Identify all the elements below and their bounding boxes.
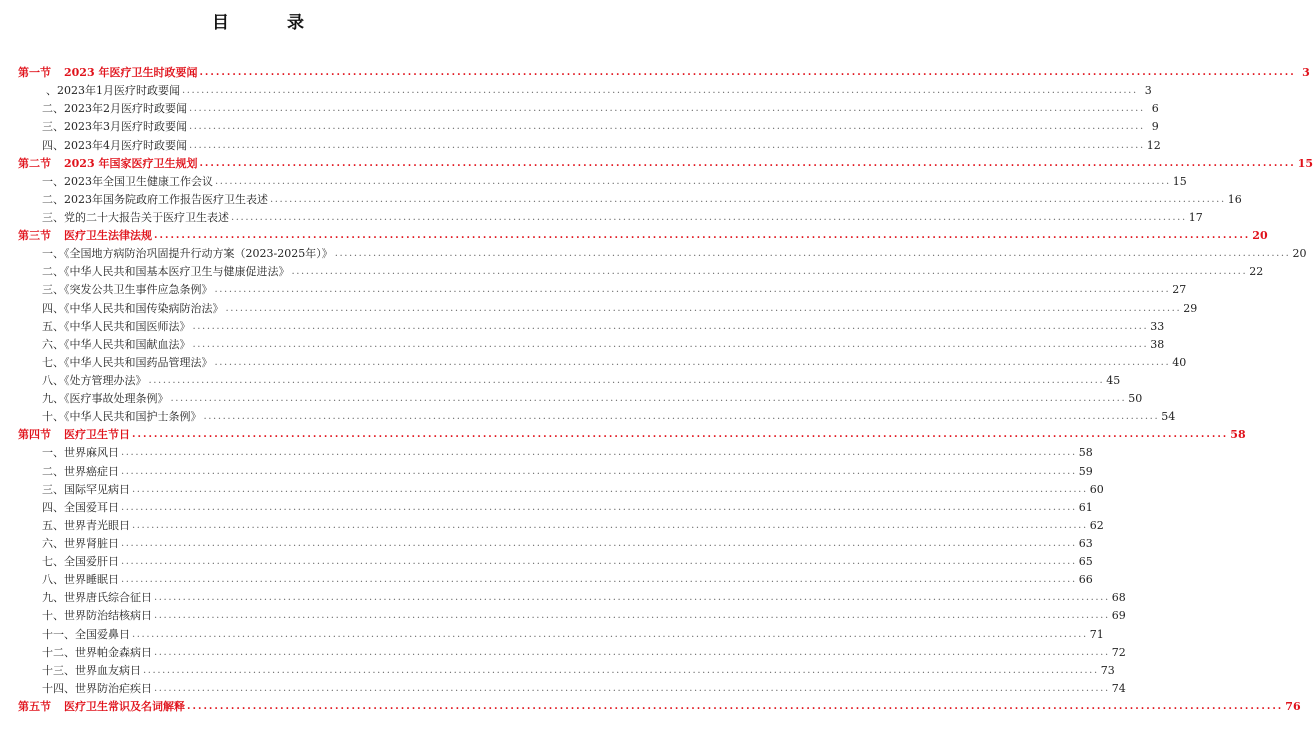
dot-leader: ........................................................................................................................................................................................................ (132, 628, 1088, 640)
section-number: 第二节 (18, 156, 51, 170)
dot-leader: ........................................................................................................................................................................................................ (334, 248, 1291, 260)
dot-leader: ........................................................................................................................................................................................................ (121, 501, 1077, 513)
entry-title: 十三、世界血友病日 (42, 663, 141, 677)
page-number: 15 (1172, 174, 1187, 188)
toc-entry-label (18, 607, 152, 625)
page-number: 58 (1230, 428, 1246, 442)
dot-leader: ........................................................................................................................................................................................................ (187, 700, 1284, 712)
toc-entry-row[interactable] (18, 372, 1121, 390)
page-number: 15 (1297, 156, 1313, 170)
dot-leader: ........................................................................................................................................................................................................ (203, 411, 1160, 423)
page-number: 20 (1292, 247, 1307, 261)
section-number: 第三节 (18, 229, 51, 243)
page-number: 74 (1111, 681, 1126, 695)
page-number: 69 (1111, 609, 1126, 623)
toc-entry-label (18, 571, 119, 589)
entry-title: 一、世界麻风日 (42, 446, 119, 460)
toc-entry-label (18, 82, 180, 100)
toc-entry-label (18, 372, 147, 390)
entry-title: 十一、全国爱鼻日 (42, 627, 130, 641)
toc-entry-label (18, 137, 187, 155)
entry-title: 二、2023年国务院政府工作报告医疗卫生表述 (42, 192, 268, 206)
dot-leader: ........................................................................................................................................................................................................ (154, 230, 1251, 242)
toc-entry-label (18, 100, 187, 118)
toc-entry-label (18, 499, 119, 517)
dot-leader: ........................................................................................................................................................................................................ (231, 211, 1187, 223)
toc-entry-label (18, 354, 213, 372)
section-number: 第五节 (18, 699, 51, 713)
entry-title: 二、2023年2月医疗时政要闻 (42, 102, 187, 116)
toc-entry-label (18, 245, 333, 263)
toc-entry-row[interactable] (18, 571, 1093, 589)
entry-title: 十、《中华人民共和国护士条例》 (42, 410, 202, 424)
toc-entry-row[interactable] (18, 499, 1093, 517)
entry-title: 三、党的二十大报告关于医疗卫生表述 (42, 210, 229, 224)
dot-leader: ........................................................................................................................................................................................................ (121, 447, 1077, 459)
entry-title: 十二、世界帕金森病日 (42, 645, 152, 659)
entry-title: 六、《中华人民共和国献血法》 (42, 337, 191, 351)
entry-title: 七、《中华人民共和国药品管理法》 (42, 355, 213, 369)
toc-entry-label (18, 209, 229, 227)
entry-title: 、2023年1月医疗时政要闻 (46, 84, 180, 98)
toc-entry-label (18, 517, 130, 535)
entry-title: 一、《全国地方病防治巩固提升行动方案（2023-2025年）》 (42, 247, 333, 261)
toc-entry-row[interactable] (18, 535, 1093, 553)
toc-entry-label (18, 318, 191, 336)
dot-leader: ........................................................................................................................................................................................................ (189, 139, 1145, 151)
dot-leader: ........................................................................................................................................................................................................ (132, 429, 1229, 441)
toc-entry-label (18, 191, 268, 209)
entry-title: 六、世界肾脏日 (42, 536, 119, 550)
entry-title: 四、2023年4月医疗时政要闻 (42, 138, 187, 152)
section-number: 第一节 (18, 66, 51, 80)
dot-leader: ........................................................................................................................................................................................................ (182, 85, 1138, 97)
toc-entry-label (18, 173, 213, 191)
dot-leader: ........................................................................................................................................................................................................ (199, 157, 1296, 169)
dot-leader: ........................................................................................................................................................................................................ (121, 537, 1077, 549)
toc-entry-row[interactable] (18, 82, 1152, 100)
toc-entry-row[interactable] (18, 444, 1093, 462)
page-number: 61 (1078, 500, 1093, 514)
dot-leader: ........................................................................................................................................................................................................ (132, 483, 1088, 495)
dot-leader: ........................................................................................................................................................................................................ (132, 519, 1088, 531)
dot-leader: ........................................................................................................................................................................................................ (215, 175, 1171, 187)
dot-leader: ........................................................................................................................................................................................................ (189, 103, 1145, 115)
page-number: 38 (1150, 337, 1165, 351)
toc-entry-row[interactable] (18, 553, 1093, 571)
page-number: 40 (1172, 355, 1187, 369)
toc-entry-label (18, 662, 141, 680)
page-number: 71 (1089, 627, 1104, 641)
page-number: 66 (1078, 573, 1093, 587)
toc-entry-row[interactable] (18, 263, 1264, 281)
toc-entry-label (18, 227, 152, 245)
page-number: 17 (1188, 210, 1203, 224)
toc-entry-label (18, 463, 119, 481)
page-number: 63 (1078, 536, 1093, 550)
entry-title: 一、2023年全国卫生健康工作会议 (42, 174, 213, 188)
toc-entry-row[interactable] (18, 462, 1093, 480)
dot-leader: ........................................................................................................................................................................................................ (270, 193, 1226, 205)
page-number: 58 (1078, 446, 1093, 460)
toc-entry-label (18, 589, 152, 607)
dot-leader: ........................................................................................................................................................................................................ (143, 664, 1099, 676)
toc-entry-row[interactable] (18, 173, 1187, 191)
page-number: 50 (1128, 392, 1143, 406)
toc-entry-row[interactable] (18, 408, 1176, 426)
toc-entry-label (18, 118, 187, 136)
toc-entry-label (18, 535, 119, 553)
dot-leader: ........................................................................................................................................................................................................ (214, 356, 1171, 368)
page-number: 65 (1078, 555, 1093, 569)
toc-entry-label (18, 698, 185, 716)
page-number: 68 (1111, 591, 1126, 605)
toc-entry-label (18, 444, 119, 462)
toc-entry-label (18, 626, 130, 644)
toc-entry-label (18, 155, 197, 173)
toc-entry-row[interactable] (18, 209, 1203, 227)
page-number: 59 (1078, 464, 1093, 478)
toc-entry-label (18, 644, 152, 662)
toc-entry-row[interactable] (18, 281, 1187, 299)
toc-entry-row[interactable] (18, 100, 1159, 118)
dot-leader: ........................................................................................................................................................................................................ (121, 465, 1077, 477)
page-title: 目 录 (212, 13, 330, 33)
dot-leader: ........................................................................................................................................................................................................ (189, 121, 1145, 133)
section-number: 第四节 (18, 428, 51, 442)
table-of-contents (18, 64, 1313, 716)
entry-title: 五、《中华人民共和国医师法》 (42, 319, 191, 333)
section-title: 2023 年医疗卫生时政要闻 (64, 66, 198, 80)
toc-entry-row[interactable] (18, 644, 1126, 662)
page-number: 60 (1089, 482, 1104, 496)
toc-entry-label (18, 408, 202, 426)
toc-entry-row[interactable] (18, 318, 1165, 336)
dot-leader: ........................................................................................................................................................................................................ (214, 284, 1171, 296)
dot-leader: ........................................................................................................................................................................................................ (121, 556, 1077, 568)
page-number: 12 (1146, 138, 1161, 152)
dot-leader: ........................................................................................................................................................................................................ (121, 574, 1077, 586)
entry-title: 三、国际罕见病日 (42, 482, 130, 496)
page-number: 72 (1111, 645, 1126, 659)
entry-title: 八、世界睡眠日 (42, 573, 119, 587)
section-title: 医疗卫生节日 (64, 428, 130, 442)
toc-entry-label (18, 64, 197, 82)
page-number: 9 (1151, 120, 1159, 134)
toc-entry-row[interactable] (18, 390, 1143, 408)
toc-entry-label (18, 426, 130, 444)
dot-leader: ........................................................................................................................................................................................................ (154, 610, 1110, 622)
dot-leader: ........................................................................................................................................................................................................ (154, 682, 1110, 694)
toc-entry-label (18, 281, 213, 299)
entry-title: 十四、世界防治疟疾日 (42, 681, 152, 695)
toc-entry-row[interactable] (18, 680, 1126, 698)
page-number: 16 (1227, 192, 1242, 206)
dot-leader: ........................................................................................................................................................................................................ (225, 302, 1182, 314)
toc-entry-row[interactable] (18, 354, 1187, 372)
dot-leader: ........................................................................................................................................................................................................ (148, 374, 1105, 386)
toc-entry-label (18, 390, 169, 408)
dot-leader: ........................................................................................................................................................................................................ (192, 338, 1149, 350)
page-number: 45 (1106, 373, 1121, 387)
page-number: 3 (1144, 84, 1152, 98)
toc-section-row[interactable] (18, 698, 1301, 716)
entry-title: 二、世界癌症日 (42, 464, 119, 478)
toc-entry-row[interactable] (18, 662, 1115, 680)
dot-leader: ........................................................................................................................................................................................................ (170, 393, 1127, 405)
entry-title: 四、全国爱耳日 (42, 500, 119, 514)
dot-leader: ........................................................................................................................................................................................................ (154, 592, 1110, 604)
toc-section-row[interactable] (18, 155, 1313, 173)
dot-leader: ........................................................................................................................................................................................................ (291, 266, 1248, 278)
toc-entry-label (18, 680, 152, 698)
entry-title: 三、《突发公共卫生事件应急条例》 (42, 283, 213, 297)
section-title: 2023 年国家医疗卫生规划 (64, 156, 198, 170)
entry-title: 九、世界唐氏综合征日 (42, 591, 152, 605)
page-number: 73 (1100, 663, 1115, 677)
toc-entry-row[interactable] (18, 136, 1161, 154)
toc-entry-label (18, 263, 290, 281)
toc-entry-row[interactable] (18, 481, 1104, 499)
entry-title: 七、全国爱肝日 (42, 555, 119, 569)
page-number: 33 (1150, 319, 1165, 333)
page-number: 6 (1151, 102, 1159, 116)
toc-entry-row[interactable] (18, 336, 1165, 354)
toc-entry-row[interactable] (18, 118, 1159, 136)
dot-leader: ........................................................................................................................................................................................................ (199, 67, 1296, 79)
page-number: 3 (1302, 66, 1310, 80)
entry-title: 九、《医疗事故处理条例》 (42, 392, 169, 406)
dot-leader: ........................................................................................................................................................................................................ (192, 320, 1149, 332)
page-number: 62 (1089, 518, 1104, 532)
toc-entry-row[interactable] (18, 589, 1126, 607)
page-number: 76 (1285, 699, 1301, 713)
dot-leader: ........................................................................................................................................................................................................ (154, 646, 1110, 658)
entry-title: 八、《处方管理办法》 (42, 373, 147, 387)
toc-entry-row[interactable] (18, 245, 1307, 263)
page-number: 22 (1249, 265, 1264, 279)
toc-entry-row[interactable] (18, 299, 1198, 317)
toc-entry-label (18, 481, 130, 499)
toc-entry-row[interactable] (18, 607, 1126, 625)
page-number: 54 (1161, 410, 1176, 424)
toc-entry-label (18, 336, 191, 354)
toc-entry-row[interactable] (18, 191, 1242, 209)
entry-title: 三、2023年3月医疗时政要闻 (42, 120, 187, 134)
page-number: 29 (1183, 301, 1198, 315)
page-number: 20 (1252, 229, 1268, 243)
entry-title: 五、世界青光眼日 (42, 518, 130, 532)
toc-entry-row[interactable] (18, 625, 1104, 643)
toc-section-row[interactable] (18, 227, 1268, 245)
section-title: 医疗卫生法律法规 (64, 229, 152, 243)
toc-entry-row[interactable] (18, 517, 1104, 535)
toc-section-row[interactable] (18, 426, 1246, 444)
toc-section-row[interactable] (18, 64, 1310, 82)
toc-entry-label (18, 553, 119, 571)
page-number: 27 (1172, 283, 1187, 297)
toc-entry-label (18, 300, 224, 318)
section-title: 医疗卫生常识及名词解释 (64, 699, 185, 713)
entry-title: 十、世界防治结核病日 (42, 609, 152, 623)
entry-title: 四、《中华人民共和国传染病防治法》 (42, 301, 224, 315)
entry-title: 二、《中华人民共和国基本医疗卫生与健康促进法》 (42, 265, 290, 279)
